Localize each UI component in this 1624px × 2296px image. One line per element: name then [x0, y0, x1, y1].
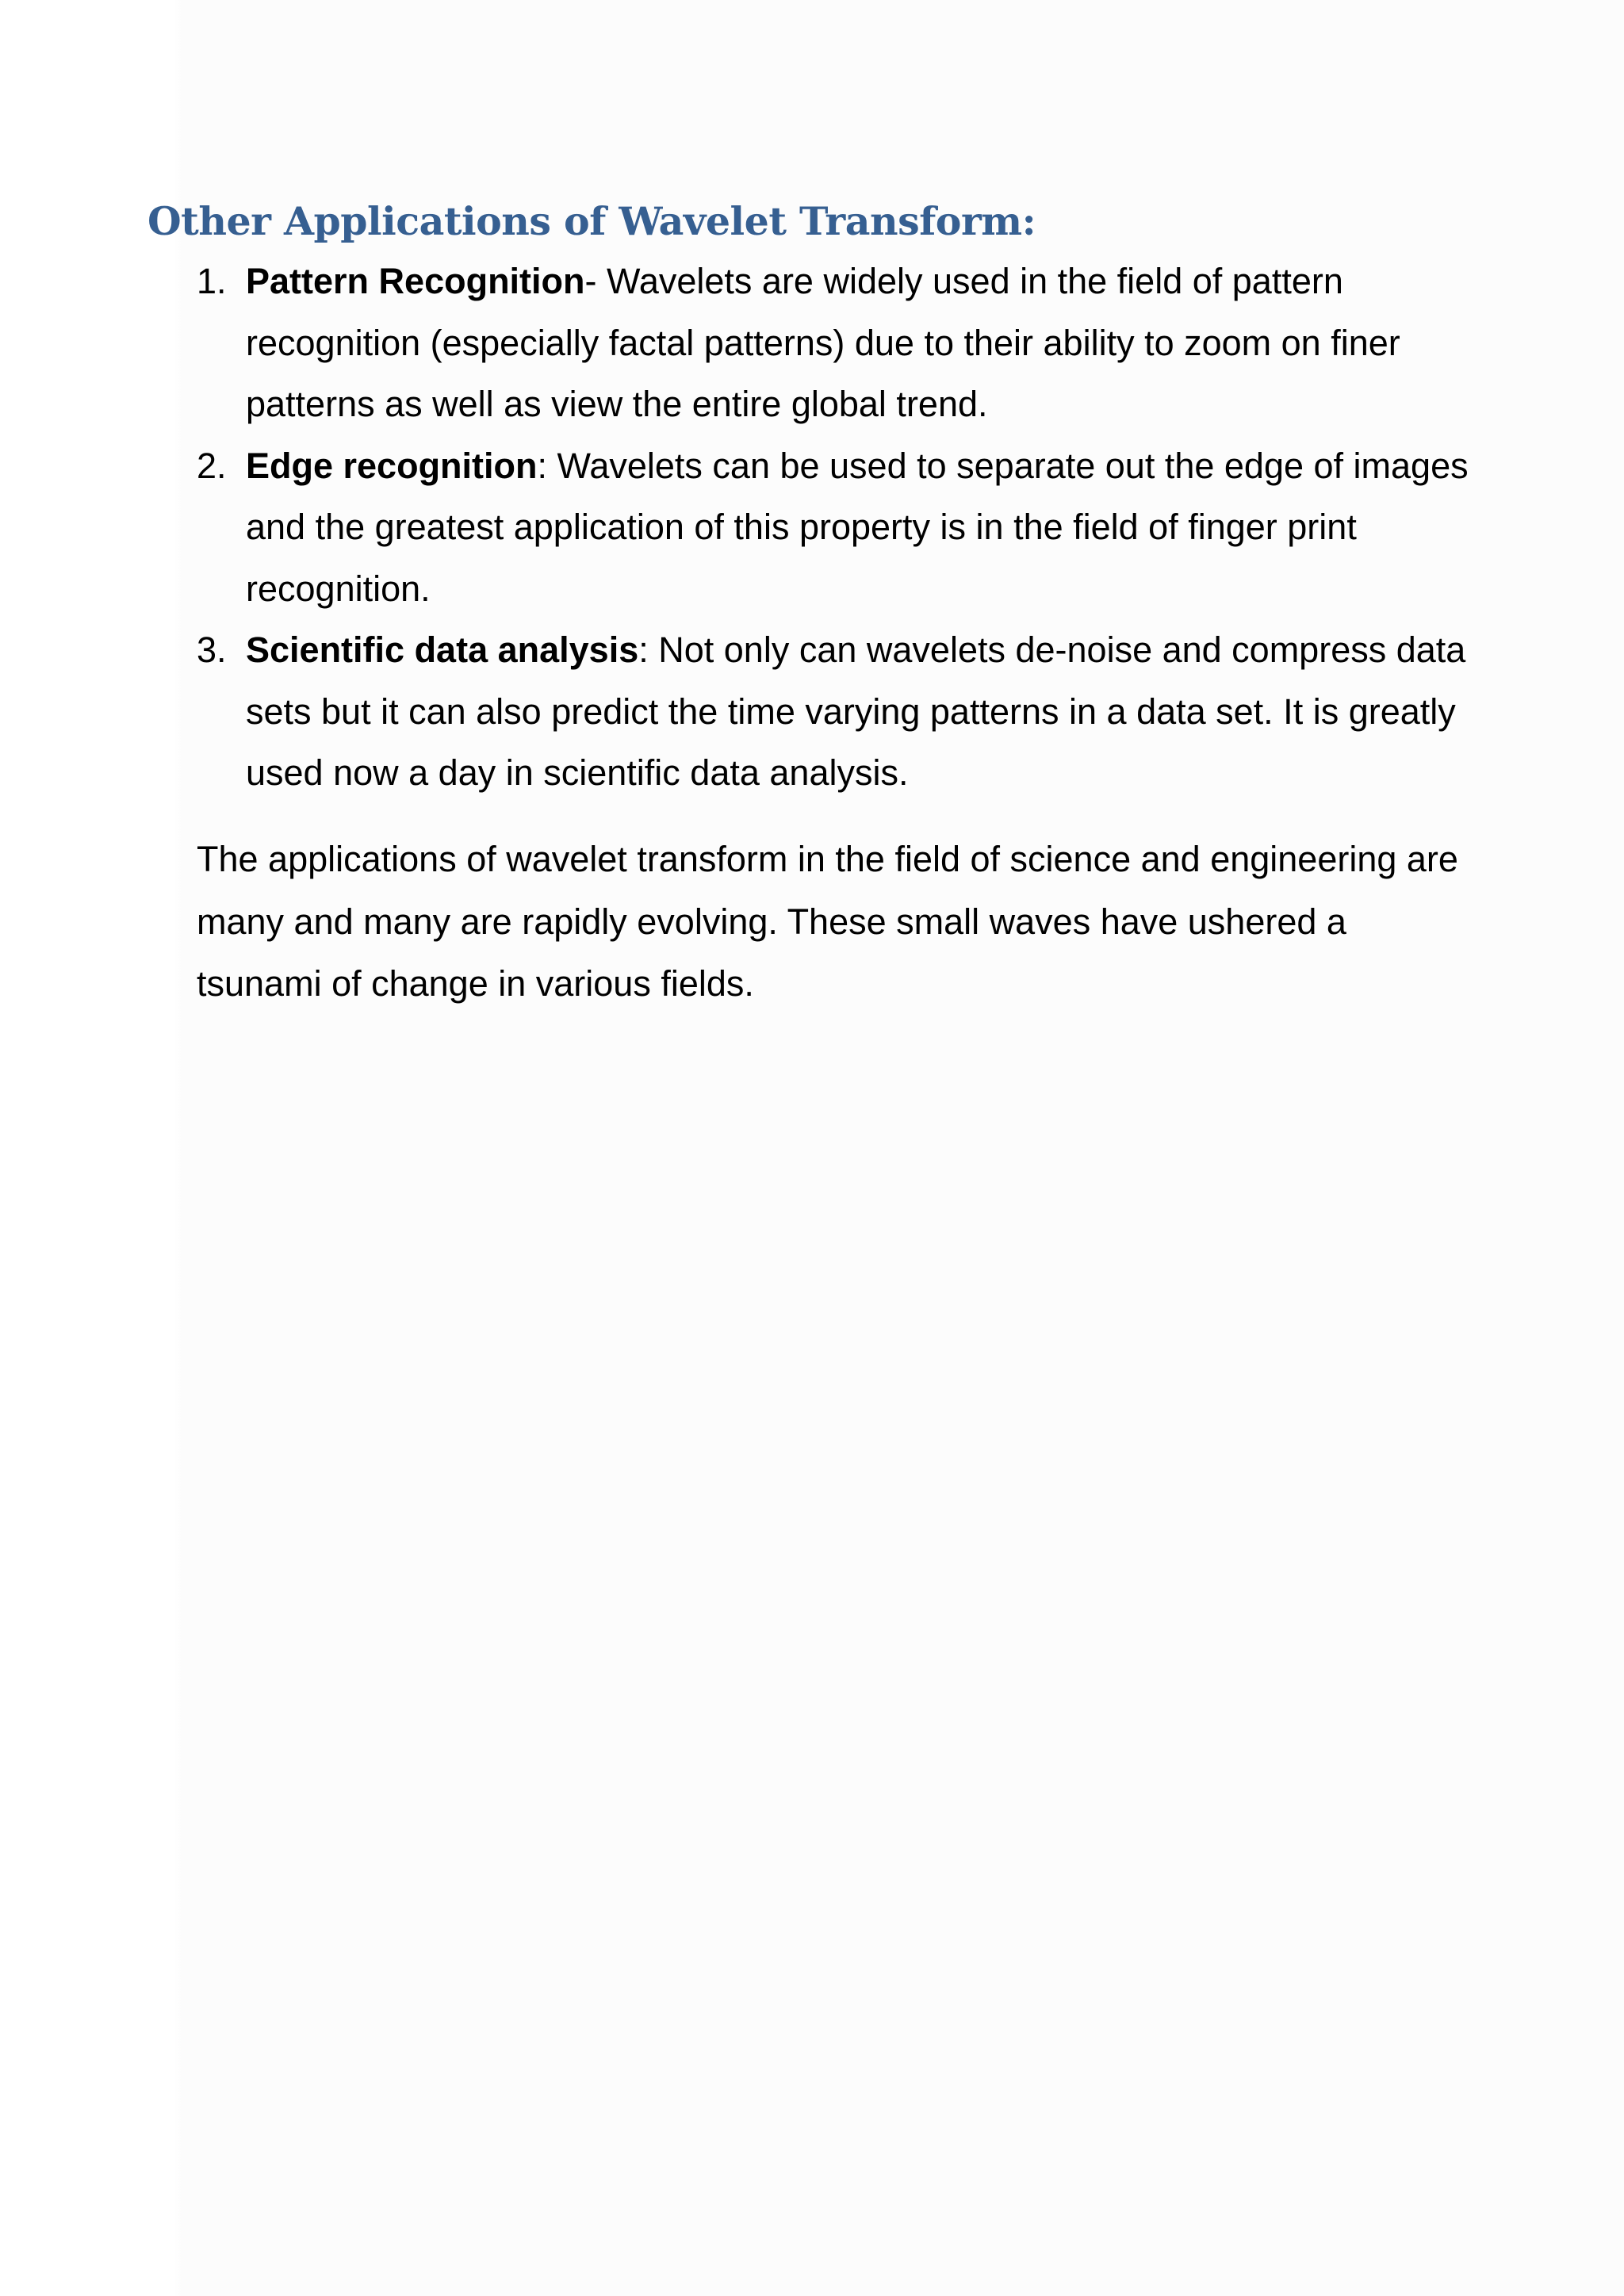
- closing-paragraph: The applications of wavelet transform in the field of science and engineering are many and many are rapidly evolving. These small waves have ushered a tsunami of change in various fields.: [197, 839, 1458, 1004]
- list-item-text: Not only can wavelets de-noise and compress data sets but it can also predict the time varying patterns in a data set. It is greatly used now a day in scientific data analysis.: [246, 629, 1466, 793]
- list-item-term: Pattern Recognition: [246, 261, 585, 301]
- list-item-separator: -: [584, 261, 597, 301]
- list-item-number: 2.: [197, 445, 227, 486]
- list-item: [197, 435, 1473, 620]
- list-item-number: 1.: [197, 261, 227, 301]
- section-heading: Other Applications of Wavelet Transform:: [147, 198, 1036, 244]
- list-item-text: Wavelets can be used to separate out the edge of images and the greatest application of this property is in the field of finger print recognition.: [246, 445, 1469, 609]
- list-item-text: Wavelets are widely used in the field of pattern recognition (especially factal patterns) due to their ability to zoom on finer patterns as well as view the entire global trend.: [246, 261, 1400, 424]
- list-item: [197, 251, 1473, 435]
- applications-list: [197, 251, 1473, 804]
- list-item: [197, 619, 1473, 804]
- list-item-number: 3.: [197, 629, 227, 670]
- list-item-term: Scientific data analysis: [246, 629, 639, 670]
- list-item-separator: :: [638, 629, 649, 670]
- list-item-separator: :: [537, 445, 548, 486]
- list-item-term: Edge recognition: [246, 445, 538, 486]
